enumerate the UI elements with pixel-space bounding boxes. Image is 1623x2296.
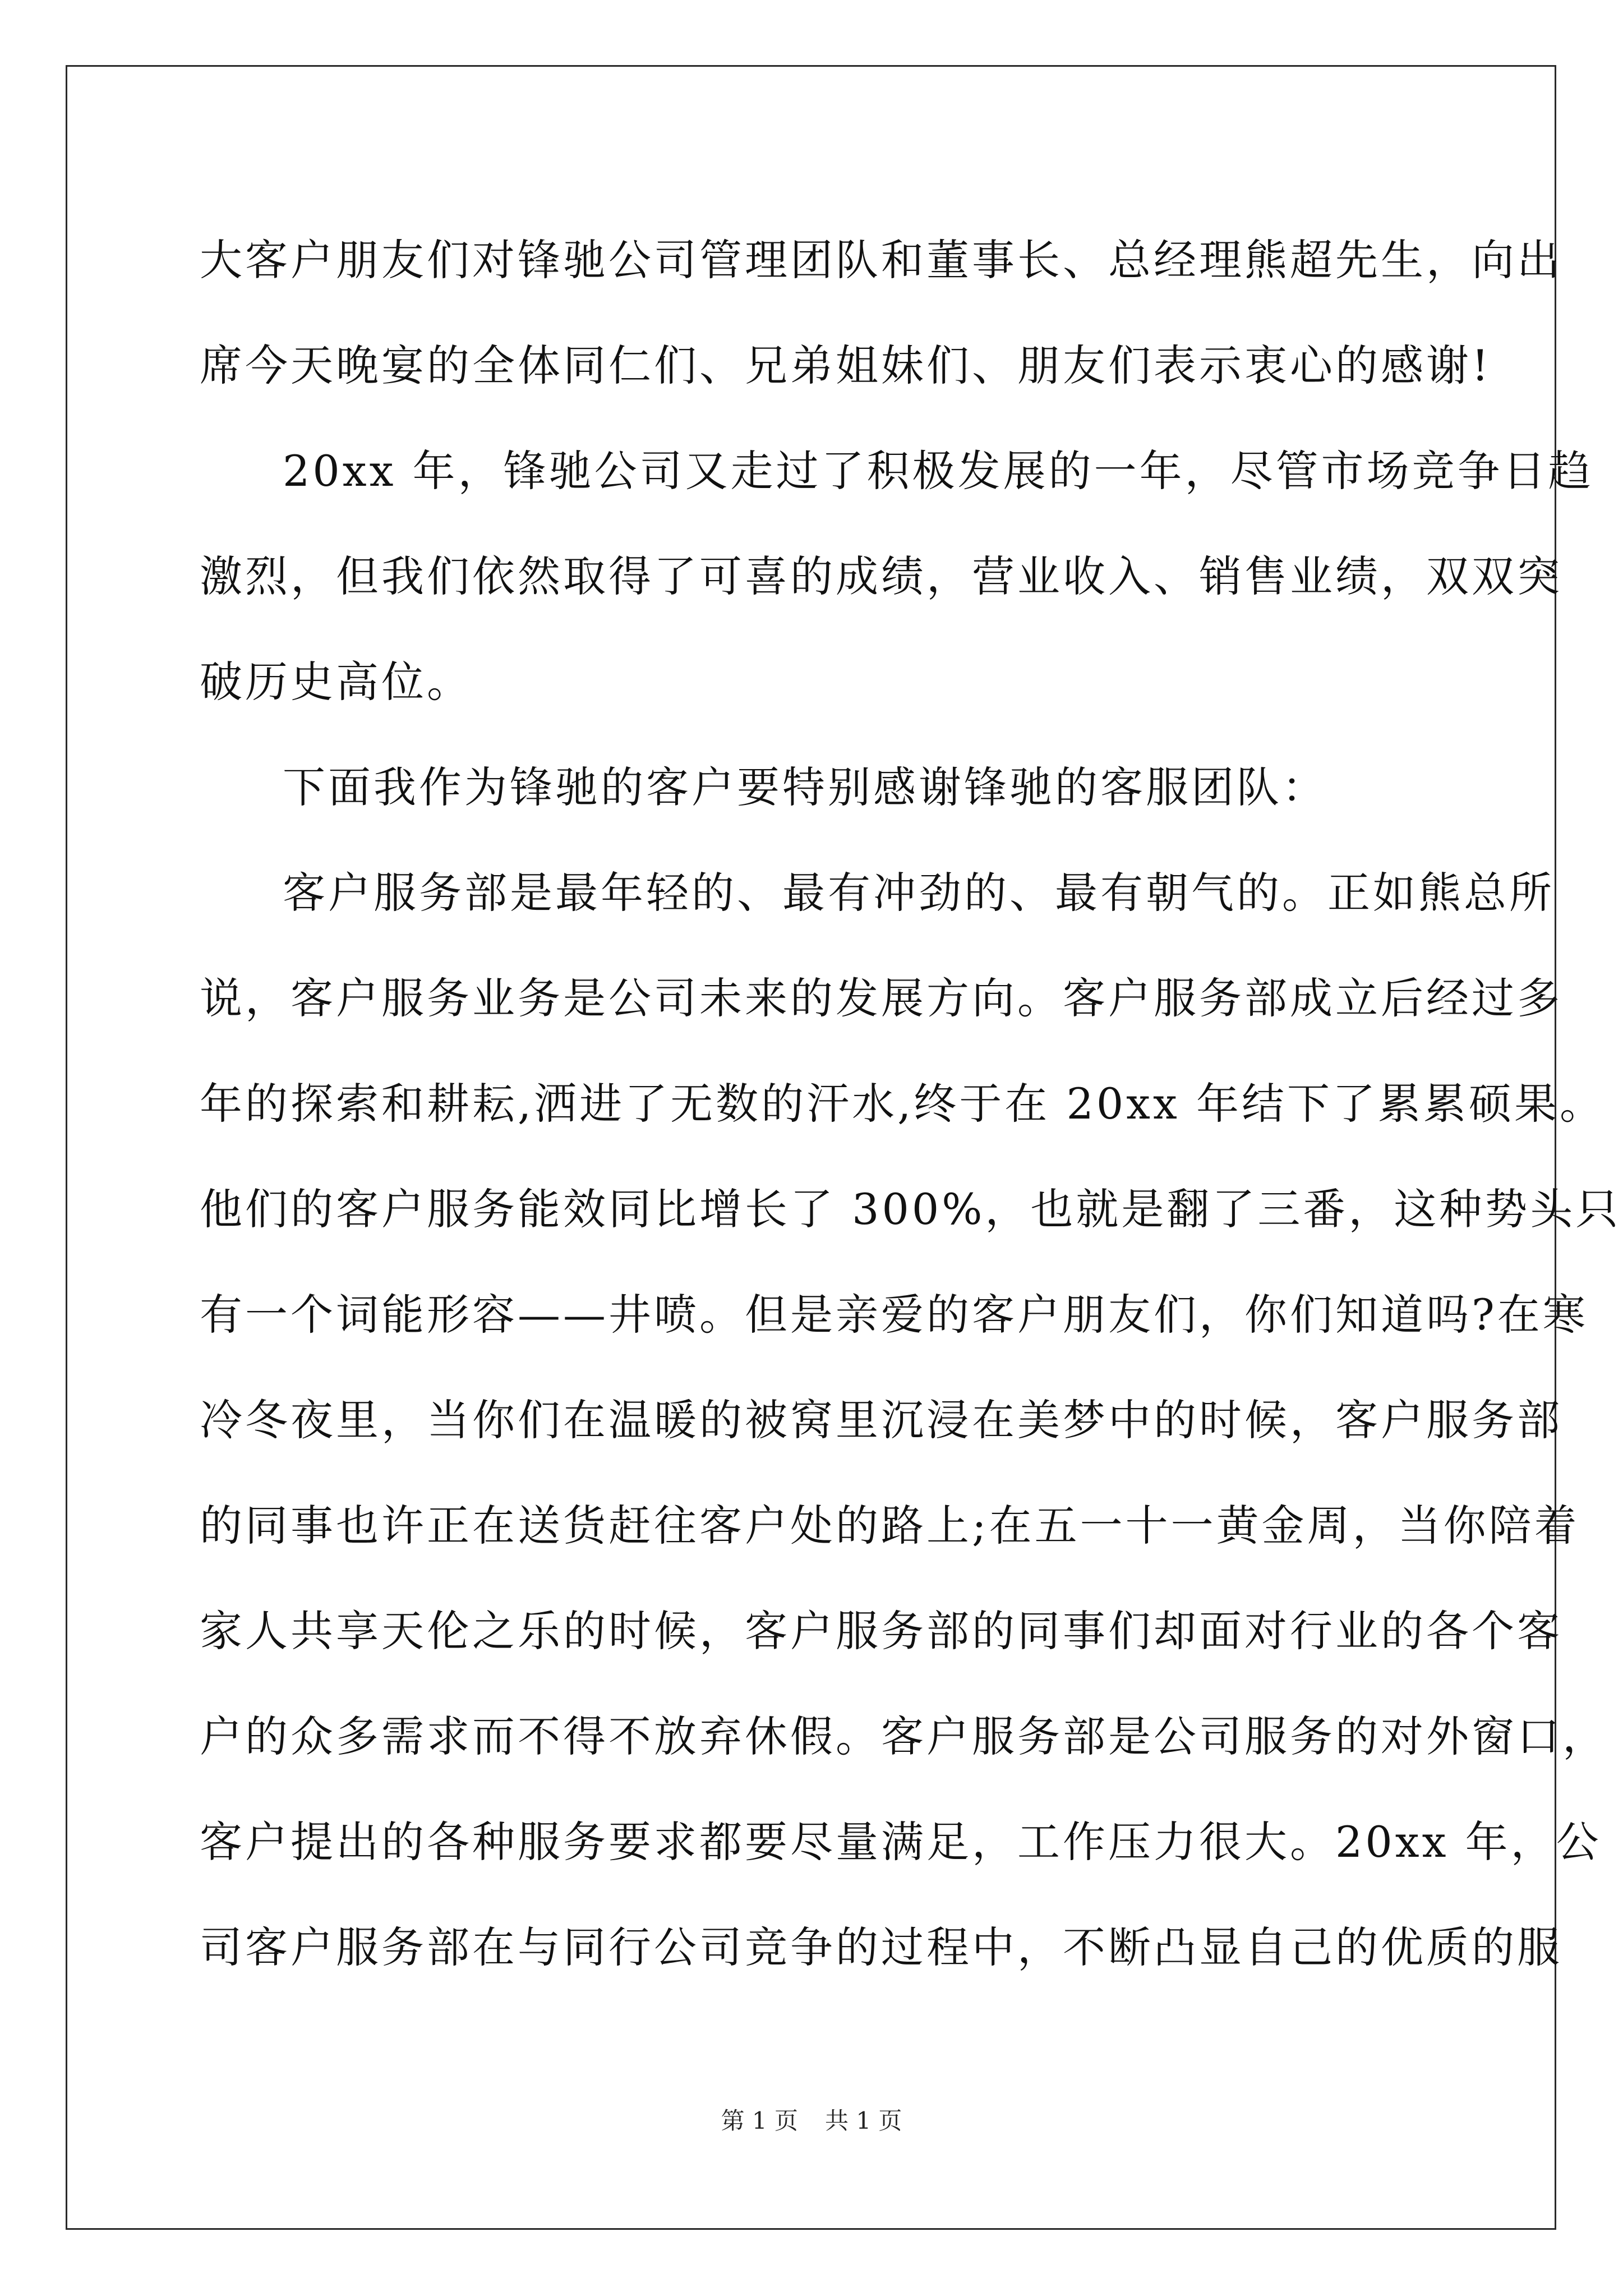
- text-line: 说，客户服务业务是公司未来的发展方向。客户服务部成立后经过多: [200, 973, 1562, 1023]
- paragraph-start-line: 客户服务部是最年轻的、最有冲劲的、最有朝气的。正如熊总所: [283, 868, 1555, 918]
- text-line: 司客户服务部在与同行公司竞争的过程中，不断凸显自己的优质的服: [200, 1922, 1562, 1972]
- text-line: 年的探索和耕耘,洒进了无数的汗水,终于在 20xx 年结下了累累硕果。: [200, 1079, 1606, 1129]
- text-line: 客户提出的各种服务要求都要尽量满足，工作压力很大。20xx 年，公: [200, 1817, 1602, 1867]
- text-line: 家人共享天伦之乐的时候，客户服务部的同事们却面对行业的各个客: [200, 1606, 1562, 1656]
- text-line: 破历史高位。: [200, 657, 472, 707]
- page-footer: [0, 2102, 1623, 2136]
- paragraph-start-line: 20xx 年，锋驰公司又走过了积极发展的一年，尽管市场竞争日趋: [283, 446, 1594, 496]
- document-body: [200, 208, 1621, 2000]
- text-line: 席今天晚宴的全体同仁们、兄弟姐妹们、朋友们表示衷心的感谢!: [200, 341, 1492, 390]
- text-line: 他们的客户服务能效同比增长了 300%，也就是翻了三番，这种势头只: [200, 1184, 1621, 1234]
- paragraph-start-line: 下面我作为锋驰的客户要特别感谢锋驰的客服团队：: [283, 762, 1327, 812]
- page-total: 共 1 页: [825, 2107, 902, 2134]
- text-line: 激烈，但我们依然取得了可喜的成绩，营业收入、销售业绩，双双突: [200, 551, 1562, 601]
- text-line: 户的众多需求而不得不放弃休假。客户服务部是公司服务的对外窗口，: [200, 1711, 1608, 1761]
- text-line: 冷冬夜里，当你们在温暖的被窝里沉浸在美梦中的时候，客户服务部: [200, 1395, 1562, 1445]
- text-line: 大客户朋友们对锋驰公司管理团队和董事长、总经理熊超先生，向出: [200, 235, 1562, 285]
- page-number: 第 1 页: [721, 2107, 798, 2134]
- text-line: 有一个词能形容——井喷。但是亲爱的客户朋友们，你们知道吗?在寒: [200, 1290, 1588, 1340]
- text-line: 的同事也许正在送货赶往客户处的路上;在五一十一黄金周，当你陪着: [200, 1501, 1580, 1550]
